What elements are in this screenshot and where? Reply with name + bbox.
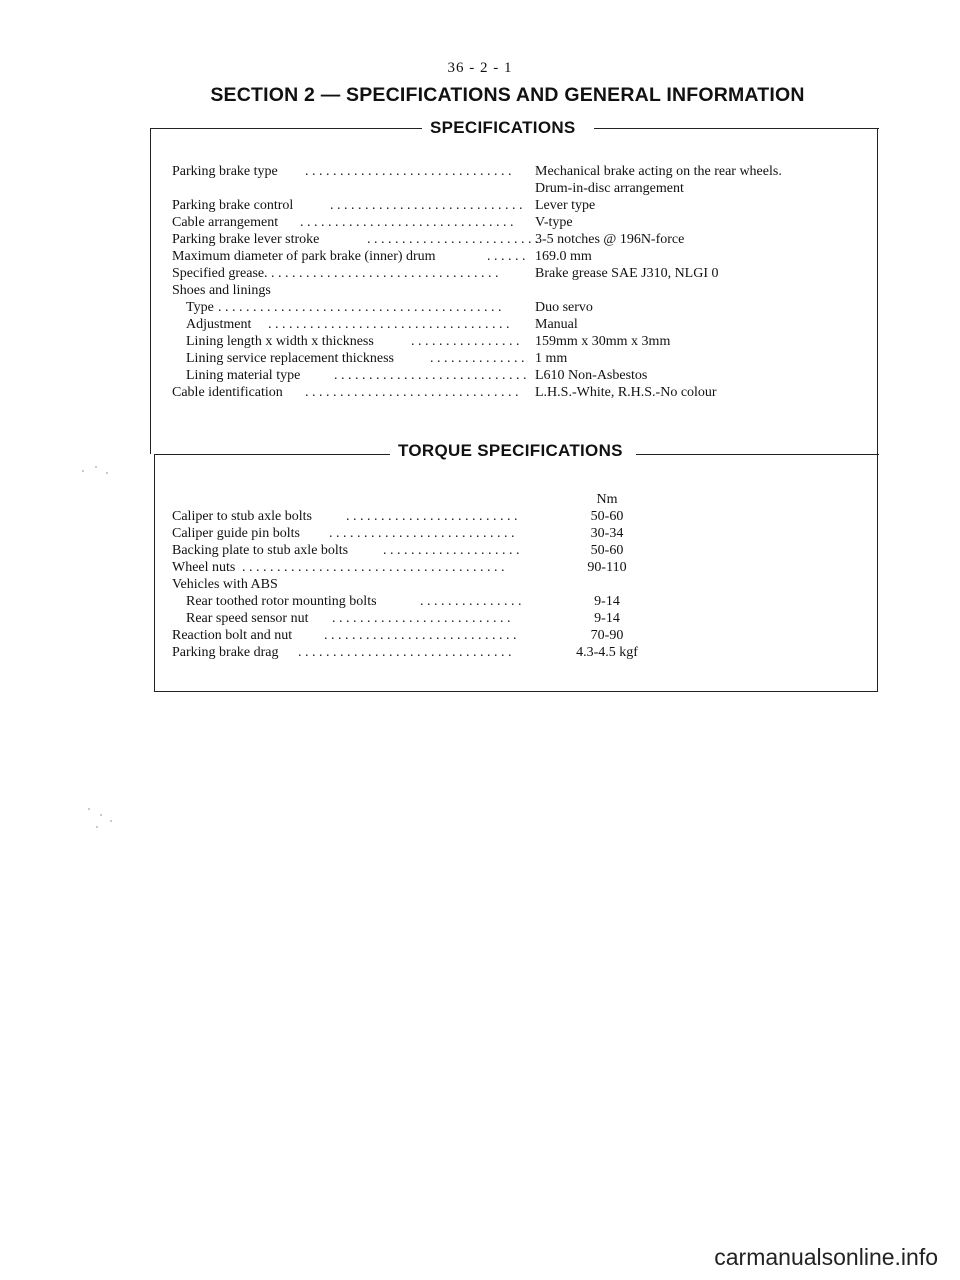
dot-leader: . . . . . . . . . . . . . . . . . . . . . . . . . . . . . . . . . . . . . . . . . [218, 300, 502, 315]
spec-value: 159mm x 30mm x 3mm [535, 334, 671, 349]
spec-label: Specified grease [172, 266, 265, 281]
spec-label: Parking brake control [172, 198, 294, 213]
dot-leader: . . . . . . . . . . . . . . . . . . . . . . . . . . [332, 611, 511, 626]
spec-label: Maximum diameter of park brake (inner) drum [172, 249, 436, 264]
torque-unit: Nm [596, 492, 618, 507]
torque-value: 4.3-4.5 kgf [576, 645, 638, 660]
spec-value: Brake grease SAE J310, NLGI 0 [535, 266, 719, 281]
spec-label: Shoes and linings [172, 283, 271, 298]
torque-value: 9-14 [594, 611, 620, 626]
dot-leader: . . . . . . . . . . . . . . . . [411, 334, 520, 349]
scan-speck [95, 466, 97, 468]
spec-value: 1 mm [535, 351, 568, 366]
dot-leader: . . . . . . . . . . . . . . . . . . . . . . . . . . . . . . . . . . . . . . [242, 560, 505, 575]
spec-label: Lining service replacement thickness [186, 351, 394, 366]
torque-value: 30-34 [590, 526, 624, 541]
divider [154, 454, 390, 455]
scan-speck [110, 820, 112, 822]
scan-speck [106, 472, 108, 474]
spec-value: L.H.S.-White, R.H.S.-No colour [535, 385, 717, 400]
dot-leader: . . . . . . . . . . . . . . . . . . . . . . . . . [346, 509, 518, 524]
dot-leader: . . . . . . . . . . . . . . [430, 351, 525, 366]
torque-label: Caliper guide pin bolts [172, 526, 300, 541]
page-number: 36 - 2 - 1 [447, 60, 513, 76]
divider [636, 454, 879, 455]
dot-leader: . . . . . . . . . . . . . . . . . . . . . . . . . . . . [324, 628, 517, 643]
scan-speck [88, 808, 90, 810]
dot-leader: . . . . . . . . . . . . . . . . . . . . . . . . . . . . . . . . . . [264, 266, 499, 281]
torque-label: Wheel nuts [172, 560, 236, 575]
spec-label: Type [186, 300, 214, 315]
torque-label: Rear toothed rotor mounting bolts [186, 594, 377, 609]
specifications-heading: SPECIFICATIONS [430, 118, 576, 137]
dot-leader: . . . . . . . . . . . . . . . . . . . . . . . . . . . . [334, 368, 527, 383]
spec-value: 3-5 notches @ 196N-force [535, 232, 685, 247]
dot-leader: . . . . . . . . . . . . . . . . . . . . . . . . . . . . . . . [305, 385, 519, 400]
dot-leader: . . . . . . . . . . . . . . . [420, 594, 522, 609]
spec-value: Lever type [535, 198, 596, 213]
spec-label: Cable arrangement [172, 215, 279, 230]
scan-speck [96, 826, 98, 828]
dot-leader: . . . . . . . . . . . . . . . . . . . . . . . . . . . . . . . . . . . [268, 317, 510, 332]
spec-value: 169.0 mm [535, 249, 592, 264]
spec-value: V-type [535, 215, 573, 230]
spec-value: L610 Non-Asbestos [535, 368, 648, 383]
dot-leader: . . . . . . . . . . . . . . . . . . . . . . . . . . . . . . . [298, 645, 512, 660]
spec-value: Drum-in-disc arrangement [535, 181, 684, 196]
dot-leader: . . . . . . . . . . . . . . . . . . . . . . . . . . . . . . . [300, 215, 514, 230]
spec-label: Lining length x width x thickness [186, 334, 374, 349]
torque-label: Parking brake drag [172, 645, 279, 660]
torque-label: Vehicles with ABS [172, 577, 278, 592]
divider [150, 128, 422, 129]
scan-speck [100, 814, 102, 816]
torque-value: 70-90 [590, 628, 624, 643]
spec-value: Manual [535, 317, 578, 332]
spec-value: Mechanical brake acting on the rear wheels. [535, 164, 782, 179]
spec-label: Parking brake lever stroke [172, 232, 320, 247]
dot-leader: . . . . . . . . . . . . . . . . . . . . . . . . . . . . [330, 198, 523, 213]
watermark: carmanualsonline.info [714, 1244, 938, 1270]
torque-value: 9-14 [594, 594, 620, 609]
torque-value: 90-110 [587, 560, 627, 575]
torque-label: Backing plate to stub axle bolts [172, 543, 349, 558]
divider [594, 128, 879, 129]
dot-leader: . . . . . . [487, 249, 526, 264]
torque-label: Reaction bolt and nut [172, 628, 293, 643]
dot-leader: . . . . . . . . . . . . . . . . . . . . . . . . . . . . . . [305, 164, 512, 179]
spec-label: Cable identification [172, 385, 283, 400]
dot-leader: . . . . . . . . . . . . . . . . . . . . . . . . . [367, 232, 539, 247]
spec-label: Adjustment [186, 317, 252, 332]
spec-label: Lining material type [186, 368, 301, 383]
scan-speck [82, 470, 84, 472]
spec-value: Duo servo [535, 300, 593, 315]
dot-leader: . . . . . . . . . . . . . . . . . . . . [383, 543, 520, 558]
section-title: SECTION 2 — SPECIFICATIONS AND GENERAL INFORMATION [210, 84, 805, 106]
torque-label: Caliper to stub axle bolts [172, 509, 312, 524]
torque-value: 50-60 [590, 543, 624, 558]
dot-leader: . . . . . . . . . . . . . . . . . . . . . . . . . . . [329, 526, 515, 541]
torque-label: Rear speed sensor nut [186, 611, 309, 626]
spec-label: Parking brake type [172, 164, 278, 179]
torque-heading: TORQUE SPECIFICATIONS [398, 441, 623, 460]
torque-value: 50-60 [590, 509, 624, 524]
